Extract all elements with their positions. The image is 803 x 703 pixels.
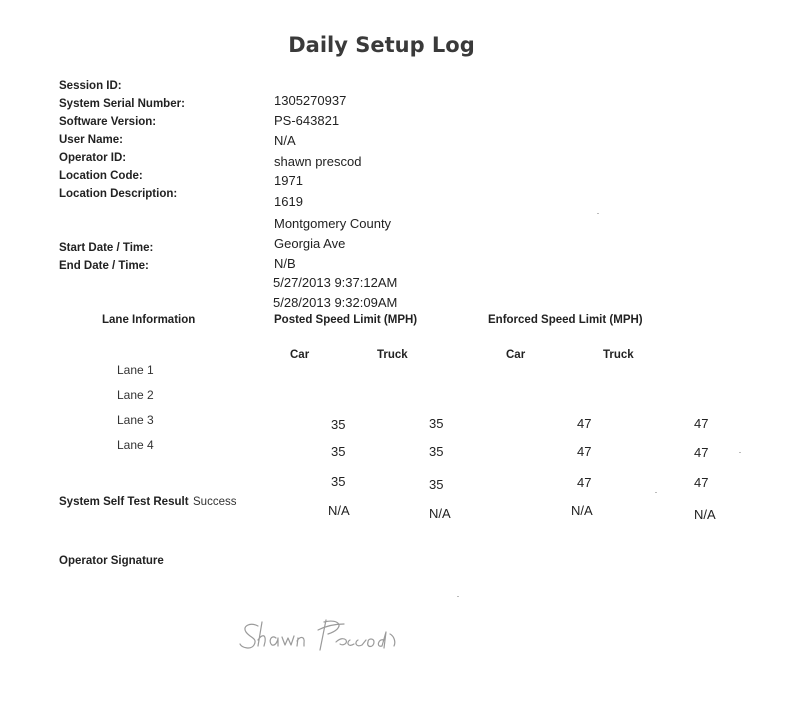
self-test-label: System Self Test Result [59,496,189,508]
enforced-speed-limit-header: Enforced Speed Limit (MPH) [488,314,643,326]
software-version-label: Software Version: [59,116,157,128]
speed-value: 35 [429,444,444,459]
posted-car-header: Car [290,349,310,361]
speed-value: 35 [331,444,346,459]
speed-value: 47 [694,475,709,490]
field-value: 1619 [274,194,303,209]
field-value: PS-643821 [274,113,340,128]
operator-signature-image [236,612,406,660]
location-description-label: Location Description: [59,188,178,200]
speed-value: 35 [429,416,444,431]
speed-value: 47 [577,475,592,490]
field-value: Montgomery County [274,216,392,231]
self-test-result: Success [193,496,237,508]
end-datetime-label: End Date / Time: [59,260,149,272]
field-value: N/B [274,256,296,271]
posted-speed-limit-header: Posted Speed Limit (MPH) [274,314,418,326]
speed-value: N/A [694,507,716,522]
speed-value: 35 [429,477,444,492]
field-value: 1971 [274,173,303,188]
field-value: 1305270937 [274,93,347,108]
speed-value: N/A [328,503,350,518]
speed-value: 47 [694,445,709,460]
lane-label: Lane 4 [117,438,154,452]
user-name-label: User Name: [59,134,123,146]
start-datetime-label: Start Date / Time: [59,242,154,254]
lane-information-header: Lane Information [102,314,196,326]
lane-label: Lane 3 [117,413,154,427]
operator-id-label: Operator ID: [59,152,127,164]
speed-value: 35 [331,474,346,489]
speed-value: 47 [694,416,709,431]
lane-label: Lane 1 [117,363,154,377]
operator-signature-label: Operator Signature [59,555,164,567]
field-value: shawn prescod [274,154,362,169]
speed-value: 35 [331,417,346,432]
field-value: 5/27/2013 9:37:12AM [273,275,398,290]
posted-truck-header: Truck [377,349,408,361]
speed-value: N/A [429,506,451,521]
speed-value: N/A [571,503,593,518]
page-title: Daily Setup Log [288,33,475,57]
serial-number-label: System Serial Number: [59,98,185,110]
location-code-label: Location Code: [59,170,143,182]
field-value: 5/28/2013 9:32:09AM [273,295,398,310]
lane-label: Lane 2 [117,388,154,402]
field-value: N/A [274,133,296,148]
enforced-car-header: Car [506,349,526,361]
session-id-label: Session ID: [59,80,122,92]
speed-value: 47 [577,416,592,431]
enforced-truck-header: Truck [603,349,634,361]
field-value: Georgia Ave [274,236,346,251]
speed-value: 47 [577,444,592,459]
